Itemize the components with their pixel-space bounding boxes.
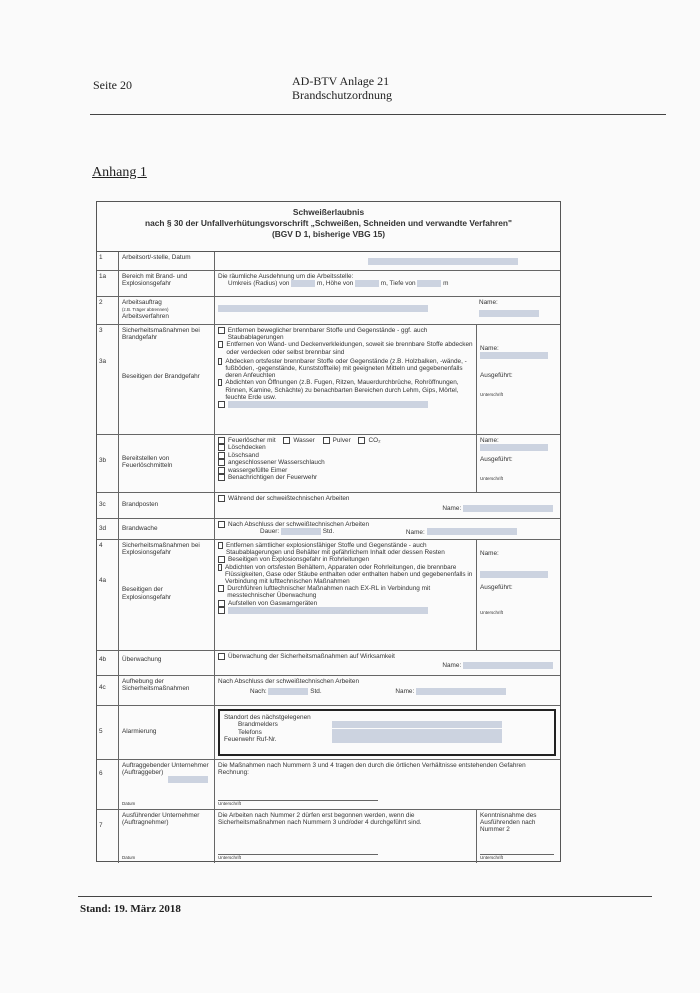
row-text: Die Maßnahmen nach Nummern 3 und 4 tragen den durch die örtlichen Verhältnisse entstehenden Gefahren Rechnung: bbox=[218, 762, 526, 777]
phone-field[interactable] bbox=[332, 729, 502, 736]
row-content bbox=[215, 493, 560, 518]
row-label: Bereich mit Brand- und Explosionsgefahr bbox=[119, 271, 215, 296]
check-item: Abdecken ortsfester brennbarer Stoffe oder Gegenstände (z.B. Holzbalken, -wände, -fußböden, -gegenstände, Kunststoffteile) mit geeigneten Mitteln und gegebenenfalls deren Anfeuchten bbox=[225, 357, 467, 380]
check-item: Beseitigen von Explosionsgefahr in Rohrleitungen bbox=[228, 556, 370, 564]
row-label: Überwachung bbox=[119, 651, 215, 675]
signoff-cell bbox=[476, 435, 560, 492]
form-title bbox=[97, 202, 560, 252]
row-num bbox=[97, 325, 119, 434]
row-content bbox=[215, 271, 560, 296]
job-field[interactable] bbox=[218, 305, 428, 312]
signature-label: Unterschrift bbox=[218, 854, 242, 860]
checkbox[interactable] bbox=[218, 444, 225, 451]
hours-label: Std. bbox=[322, 528, 335, 536]
powder-label: Pulver bbox=[332, 437, 351, 445]
row-num: 1 bbox=[97, 252, 119, 270]
label-line: Beseitigen der Explosionsgefahr bbox=[122, 586, 172, 601]
name-label: Name: bbox=[395, 688, 415, 696]
checkbox[interactable] bbox=[218, 521, 225, 528]
row-text: Die räumliche Ausdehnung um die Arbeitsstelle: bbox=[218, 273, 354, 280]
label-line: Sicherheitsmaßnahmen bei Brandgefahr bbox=[122, 327, 200, 342]
row-content bbox=[215, 810, 476, 863]
row-3c bbox=[97, 493, 560, 519]
checkbox[interactable] bbox=[218, 379, 222, 386]
row-content bbox=[215, 706, 560, 759]
signature-label: Unterschrift bbox=[480, 854, 504, 860]
form-title-sub: nach § 30 der Unfallverhütungsvorschrift „Schweißen, Schneiden und verwandte Verfahren" bbox=[145, 218, 512, 228]
date-field[interactable] bbox=[368, 258, 518, 265]
check-item: Abdichten von ortsfesten Behältern, Apparaten oder Rohrleitungen, die brennbare Flüssigkeiten, Gase oder Stäube enthalten oder enthalten haben und gegebenenfalls in Verbindung mit lufttechnischen Maßnahmen bbox=[225, 563, 473, 586]
document-header bbox=[292, 74, 392, 102]
page-number: Seite 20 bbox=[93, 78, 132, 92]
footer-divider bbox=[78, 896, 652, 897]
checkbox[interactable] bbox=[218, 564, 222, 571]
phone-label: Telefons bbox=[238, 728, 262, 736]
row-4b bbox=[97, 651, 560, 676]
checkbox[interactable] bbox=[358, 437, 365, 444]
label-line: Beseitigen der Brandgefahr bbox=[122, 373, 200, 381]
row-label: Arbeitsort/-stelle, Datum bbox=[119, 252, 215, 270]
row-text: Die Arbeiten nach Nummer 2 dürfen erst begonnen werden, wenn die Sicherheitsmaßnahmen nach Nummern 3 und/oder 4 durchgeführt sind. bbox=[218, 812, 422, 827]
name-field[interactable] bbox=[479, 310, 539, 317]
depth-field[interactable] bbox=[417, 280, 441, 287]
row-label: Alarmierung bbox=[119, 706, 215, 759]
depth-label: m, Tiefe von bbox=[380, 280, 416, 288]
height-label: m, Höhe von bbox=[317, 280, 354, 288]
location-label: Standort des nächstgelegenen bbox=[224, 714, 311, 721]
signature-label: Unterschrift bbox=[480, 475, 504, 481]
appendix-title: Anhang 1 bbox=[92, 165, 147, 180]
fire-dept-field[interactable] bbox=[332, 736, 502, 743]
unit-label: m bbox=[443, 280, 449, 288]
row-label bbox=[119, 760, 215, 809]
row-text: Nach Abschluss der schweißtechnischen Arbeiten bbox=[218, 678, 360, 685]
row-num: 3d bbox=[97, 519, 119, 539]
client-label: Auftraggebender Unternehmer (Auftraggeber) bbox=[122, 762, 209, 777]
other-field[interactable] bbox=[228, 607, 428, 614]
check-item: Durchführen lufttechnischer Maßnahmen nach EX-RL in Verbindung mit messtechnischer Überwachung bbox=[227, 585, 431, 600]
row-3b bbox=[97, 435, 560, 493]
name-label: Name: bbox=[480, 550, 499, 557]
done-label: Ausgeführt: bbox=[480, 584, 513, 592]
hours-label: Std. bbox=[310, 688, 322, 696]
acknowledgement-label: Kenntnisnahme des Ausführenden nach Nummer 2 bbox=[480, 812, 537, 834]
duration-label: Dauer: bbox=[260, 528, 280, 536]
checkbox[interactable] bbox=[218, 653, 225, 660]
checkbox[interactable] bbox=[218, 607, 225, 614]
row-6 bbox=[97, 760, 560, 810]
name-field[interactable] bbox=[480, 444, 548, 451]
row-text: Während der schweißtechnischen Arbeiten bbox=[228, 495, 350, 503]
doc-subtitle: Brandschutzordnung bbox=[292, 88, 392, 102]
row-4c bbox=[97, 676, 560, 706]
fire-dept-label: Feuerwehr Ruf-Nr. bbox=[224, 736, 277, 744]
radius-field[interactable] bbox=[291, 280, 315, 287]
checkbox[interactable] bbox=[218, 401, 225, 408]
signature-line[interactable] bbox=[218, 854, 378, 855]
check-item: wassergefüllte Eimer bbox=[228, 466, 288, 474]
row-content bbox=[215, 760, 560, 809]
row-3d bbox=[97, 519, 560, 540]
check-item: Löschdecken bbox=[228, 444, 266, 452]
row-num: 4b bbox=[97, 651, 119, 675]
checkbox[interactable] bbox=[218, 474, 225, 481]
name-cell bbox=[476, 297, 560, 324]
row-content bbox=[215, 297, 476, 324]
form-title-ref: (BGV D 1, bisherige VBG 15) bbox=[271, 229, 386, 239]
check-item: Entfernen beweglicher brennbarer Stoffe und Gegenstände - ggf. auch Staubablagerungen bbox=[227, 327, 428, 342]
checkbox[interactable] bbox=[218, 585, 224, 592]
row-1a bbox=[97, 271, 560, 297]
row-5 bbox=[97, 706, 560, 760]
check-item: Löschsand bbox=[228, 451, 259, 459]
checkbox[interactable] bbox=[218, 600, 225, 607]
name-label: Name: bbox=[479, 299, 498, 306]
row-label bbox=[119, 540, 215, 650]
other-field[interactable] bbox=[228, 401, 428, 408]
name-field[interactable] bbox=[480, 571, 548, 578]
checkbox[interactable] bbox=[218, 542, 223, 549]
form-title-main: Schweißerlaubnis bbox=[292, 207, 365, 217]
row-label: Bereitstellen von Feuerlöschmitteln bbox=[119, 435, 215, 492]
num-3: 3 bbox=[99, 327, 103, 334]
header-divider bbox=[90, 114, 666, 115]
after-label: Nach: bbox=[250, 688, 267, 696]
row-label bbox=[119, 325, 215, 434]
row-text: Nach Abschluss der schweißtechnischen Arbeiten bbox=[228, 521, 370, 529]
after-field[interactable] bbox=[268, 688, 308, 695]
check-item: Benachrichtigen der Feuerwehr bbox=[228, 474, 318, 482]
label-line: Arbeitsverfahren bbox=[122, 313, 169, 321]
row-num: 6 bbox=[97, 760, 119, 809]
row-num bbox=[97, 540, 119, 650]
signature-label: Unterschrift bbox=[218, 800, 242, 806]
fire-alarm-label: Brandmelders bbox=[238, 721, 278, 729]
name-field[interactable] bbox=[463, 505, 553, 512]
row-num: 7 bbox=[97, 810, 119, 863]
num-4: 4 bbox=[99, 542, 103, 549]
signoff-cell bbox=[476, 325, 560, 434]
signature-line[interactable] bbox=[218, 800, 378, 801]
contractor-label: Ausführender Unternehmer (Auftragnehmer) bbox=[122, 812, 200, 827]
row-label: Aufhebung der Sicherheitsmaßnahmen bbox=[119, 676, 215, 705]
row-num: 2 bbox=[97, 297, 119, 324]
row-content bbox=[215, 252, 560, 270]
acknowledgement-cell bbox=[476, 810, 560, 863]
checkbox[interactable] bbox=[323, 437, 330, 444]
check-item: Entfernen sämtlicher explosionsfähiger Stoffe und Gegenstände - auch Staubablagerungen und Behälter mit gefährlichem Inhalt oder dessen Resten bbox=[225, 542, 445, 557]
checkbox[interactable] bbox=[218, 437, 225, 444]
row-content bbox=[215, 651, 560, 675]
welding-permit-form bbox=[96, 201, 561, 862]
check-item: Abdichten von Öffnungen (z.B. Fugen, Ritzen, Mauerdurchbrüche, Rohröffnungen, Rinnen, Kamine, Schächte) zu benachbarten Bereichen durch Lehm, Gips, Mörtel, feuchte Erde usw. bbox=[225, 379, 459, 401]
row-num: 5 bbox=[97, 706, 119, 759]
label-line: Arbeitsauftrag bbox=[122, 299, 162, 306]
name-field[interactable] bbox=[427, 528, 517, 535]
name-field[interactable] bbox=[416, 688, 506, 695]
checkbox[interactable] bbox=[218, 495, 225, 502]
name-field[interactable] bbox=[480, 352, 548, 359]
row-content bbox=[215, 519, 560, 539]
footer-date: Stand: 19. März 2018 bbox=[80, 903, 181, 915]
checkbox[interactable] bbox=[218, 341, 223, 348]
row-content bbox=[215, 540, 476, 650]
num-4a: 4a bbox=[99, 577, 107, 585]
done-label: Ausgeführt: bbox=[480, 371, 513, 379]
name-label: Name: bbox=[480, 437, 499, 444]
check-item: Aufstellen von Gaswarngeräten bbox=[228, 599, 318, 607]
date-label: Datum bbox=[122, 800, 136, 806]
extinguisher-label: Feuerlöscher mit bbox=[228, 437, 276, 445]
row-label: Brandwache bbox=[119, 519, 215, 539]
signoff-cell bbox=[476, 540, 560, 650]
row-num: 3b bbox=[97, 435, 119, 492]
check-item: angeschlossener Wasserschlauch bbox=[228, 459, 325, 467]
checkbox[interactable] bbox=[218, 452, 225, 459]
row-content bbox=[215, 435, 476, 492]
row-content bbox=[215, 325, 476, 434]
row-text: Überwachung der Sicherheitsmaßnahmen auf Wirksamkeit bbox=[228, 653, 395, 661]
radius-label: Umkreis (Radius) von bbox=[228, 280, 290, 288]
row-4a bbox=[97, 540, 560, 651]
row-label bbox=[119, 297, 215, 324]
checkbox[interactable] bbox=[283, 437, 290, 444]
row-3a bbox=[97, 325, 560, 435]
name-field[interactable] bbox=[463, 662, 553, 669]
name-label: Name: bbox=[442, 505, 462, 513]
name-label: Name: bbox=[480, 345, 499, 352]
signature-label: Unterschrift bbox=[480, 610, 504, 616]
fire-alarm-field[interactable] bbox=[332, 721, 502, 728]
num-3a: 3a bbox=[99, 358, 107, 366]
row-1 bbox=[97, 252, 560, 271]
row-num: 4c bbox=[97, 676, 119, 705]
checkbox[interactable] bbox=[218, 327, 225, 334]
check-item: Entfernen von Wand- und Deckenverkleidungen, soweit sie brennbare Stoffe abdecken oder verdecken oder selbst brennbar sind bbox=[226, 341, 473, 356]
label-line: Sicherheitsmaßnahmen bei Explosionsgefahr bbox=[122, 542, 200, 557]
name-label: Name: bbox=[405, 528, 425, 536]
checkbox[interactable] bbox=[218, 467, 225, 474]
checkbox[interactable] bbox=[218, 358, 222, 365]
name-label: Name: bbox=[442, 662, 462, 670]
row-label: Brandposten bbox=[119, 493, 215, 518]
height-field[interactable] bbox=[355, 280, 379, 287]
row-num: 3c bbox=[97, 493, 119, 518]
date-field[interactable] bbox=[168, 776, 208, 783]
date-label: Datum bbox=[122, 854, 136, 860]
alarm-box bbox=[218, 709, 556, 756]
duration-field[interactable] bbox=[281, 528, 321, 535]
checkbox[interactable] bbox=[218, 556, 225, 563]
row-2 bbox=[97, 297, 560, 325]
co2-label: CO₂ bbox=[368, 437, 381, 445]
water-label: Wasser bbox=[293, 437, 315, 445]
checkbox[interactable] bbox=[218, 459, 225, 466]
row-num: 1a bbox=[97, 271, 119, 296]
signature-label: Unterschrift bbox=[480, 391, 504, 397]
done-label: Ausgeführt: bbox=[480, 455, 513, 463]
row-label bbox=[119, 810, 215, 863]
doc-title: AD-BTV Anlage 21 bbox=[292, 74, 390, 88]
label-line: (z.B. Träger abtrennen) bbox=[122, 307, 169, 313]
row-7 bbox=[97, 810, 560, 863]
row-content bbox=[215, 676, 560, 705]
